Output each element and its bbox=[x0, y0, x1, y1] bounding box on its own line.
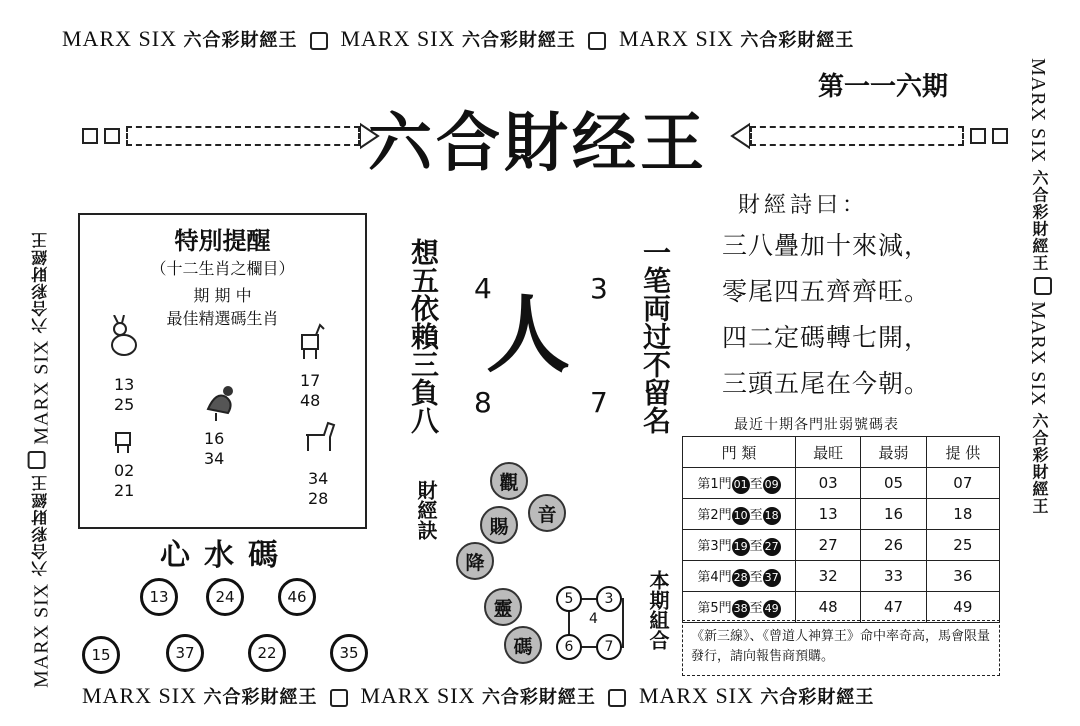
number: 02 bbox=[114, 461, 135, 480]
range-to: 27 bbox=[763, 538, 781, 556]
combo-label: 本期組合 bbox=[646, 570, 670, 650]
bottom-border bbox=[82, 683, 874, 709]
number: 34 bbox=[204, 449, 225, 468]
gate-cell bbox=[683, 592, 796, 623]
gate-label: 第3門 bbox=[697, 538, 732, 554]
to-word: 至 bbox=[749, 476, 763, 492]
goat-numbers bbox=[300, 371, 320, 411]
border-cn: 六合彩財經王 bbox=[461, 30, 576, 50]
border-brand: MARX SIX bbox=[618, 26, 734, 51]
to-word: 至 bbox=[749, 507, 763, 523]
border-cn: 六合彩財經王 bbox=[32, 474, 50, 577]
number: 21 bbox=[114, 481, 135, 500]
gate-label: 第1門 bbox=[697, 476, 732, 492]
number: 13 bbox=[114, 375, 135, 394]
heart-ball: 37 bbox=[166, 634, 204, 672]
table-header: 提 供 bbox=[926, 437, 999, 468]
to-word: 至 bbox=[749, 569, 763, 585]
range-to: 18 bbox=[763, 507, 781, 525]
digit: 3 bbox=[590, 272, 608, 305]
poem-line: 四二定碼轉七開， bbox=[722, 323, 931, 352]
digit: 4 bbox=[474, 272, 492, 305]
reminder-subtitle: （十二生肖之欄目） bbox=[150, 259, 295, 278]
dog-numbers bbox=[114, 461, 134, 501]
border-cn: 六合彩財經王 bbox=[760, 687, 875, 707]
rooster-numbers bbox=[204, 429, 224, 469]
border-brand: MARX SIX bbox=[340, 26, 456, 51]
max-cell: 13 bbox=[796, 499, 861, 530]
range-to: 49 bbox=[763, 600, 781, 618]
table-header: 門 類 bbox=[683, 437, 796, 468]
right-arrow-icon bbox=[730, 122, 1014, 150]
separator-icon bbox=[310, 32, 328, 50]
max-cell: 03 bbox=[796, 468, 861, 499]
number: 48 bbox=[300, 391, 321, 410]
center-character: 人 bbox=[486, 285, 571, 384]
border-brand: MARX SIX bbox=[1027, 301, 1049, 407]
offer-cell: 07 bbox=[926, 468, 999, 499]
poem-line: 三八疊加十來減， bbox=[722, 231, 931, 260]
bubble-char: 音 bbox=[528, 494, 566, 532]
offer-cell: 25 bbox=[926, 530, 999, 561]
table-header-row bbox=[683, 437, 1000, 468]
number: 25 bbox=[114, 395, 135, 414]
border-brand: MARX SIX bbox=[82, 683, 197, 708]
table-header: 最旺 bbox=[796, 437, 861, 468]
number: 16 bbox=[204, 429, 225, 448]
page-title: 六合財经王 bbox=[368, 107, 708, 181]
right-verse: 一笔両过不留名 bbox=[639, 238, 672, 434]
reminder-box bbox=[78, 213, 367, 529]
rabbit-numbers bbox=[114, 375, 134, 415]
min-cell: 26 bbox=[861, 530, 926, 561]
bubble-char: 碼 bbox=[504, 626, 542, 664]
border-brand: MARX SIX bbox=[1027, 58, 1049, 164]
range-from: 19 bbox=[732, 538, 750, 556]
separator-icon bbox=[588, 32, 606, 50]
min-cell: 33 bbox=[861, 561, 926, 592]
dog-icon bbox=[112, 425, 136, 453]
max-cell: 48 bbox=[796, 592, 861, 623]
to-word: 至 bbox=[749, 600, 763, 616]
separator-icon bbox=[1034, 277, 1052, 295]
left-arrow-icon bbox=[82, 122, 380, 150]
heart-ball: 15 bbox=[82, 636, 120, 674]
combo-number: 5 bbox=[556, 586, 582, 612]
left-border bbox=[22, 68, 54, 688]
gate-cell bbox=[683, 530, 796, 561]
bubble-char: 靈 bbox=[484, 588, 522, 626]
border-cn: 六合彩財經王 bbox=[1030, 412, 1047, 515]
table-row bbox=[683, 499, 1000, 530]
combo-center: 4 bbox=[589, 611, 598, 627]
heart-ball: 24 bbox=[206, 578, 244, 616]
poem-line: 零尾四五齊齊旺。 bbox=[722, 277, 931, 306]
range-from: 10 bbox=[732, 507, 750, 525]
heart-ball: 35 bbox=[330, 634, 368, 672]
stats-table bbox=[682, 436, 1000, 623]
offer-cell: 49 bbox=[926, 592, 999, 623]
gate-cell bbox=[683, 561, 796, 592]
to-word: 至 bbox=[749, 538, 763, 554]
range-to: 37 bbox=[763, 569, 781, 587]
combo-number: 6 bbox=[556, 634, 582, 660]
digit: 7 bbox=[590, 386, 608, 419]
border-cn: 六合彩財經王 bbox=[183, 30, 298, 50]
stats-caption: 最近十期各門壯弱號碼表 bbox=[734, 417, 899, 433]
border-cn: 六合彩財經王 bbox=[740, 30, 855, 50]
border-cn: 六合彩財經王 bbox=[1030, 169, 1047, 272]
gate-label: 第5門 bbox=[697, 600, 732, 616]
combo-number: 7 bbox=[596, 634, 622, 660]
border-brand: MARX SIX bbox=[360, 683, 476, 708]
border-brand: MARX SIX bbox=[62, 26, 177, 51]
heart-ball: 13 bbox=[140, 578, 178, 616]
heart-title: 心水碼 bbox=[160, 538, 292, 573]
left-verse: 想五依賴三負八 bbox=[407, 238, 440, 434]
bubble-char: 觀 bbox=[490, 462, 528, 500]
poem-heading: 財經詩曰： bbox=[738, 193, 869, 218]
poem-line: 三頭五尾在今朝。 bbox=[722, 369, 931, 398]
offer-cell: 36 bbox=[926, 561, 999, 592]
horse-numbers bbox=[308, 469, 328, 509]
table-header: 最弱 bbox=[861, 437, 926, 468]
reminder-line2: 最佳精選碼生肖 bbox=[166, 309, 279, 328]
table-row bbox=[683, 468, 1000, 499]
heart-ball: 46 bbox=[278, 578, 316, 616]
range-from: 38 bbox=[732, 600, 750, 618]
reminder-title: 特別提醒 bbox=[174, 226, 271, 255]
table-row bbox=[683, 561, 1000, 592]
gate-label: 第2門 bbox=[697, 507, 732, 523]
table-row bbox=[683, 592, 1000, 623]
number: 34 bbox=[308, 469, 329, 488]
range-to: 09 bbox=[763, 476, 781, 494]
border-brand: MARX SIX bbox=[30, 339, 53, 445]
footnote: 《新三線》、《曾道人神算王》命中率奇高，馬會限量發行，請向報售商預購。 bbox=[682, 620, 1000, 676]
formula-label: 財經訣 bbox=[414, 480, 438, 540]
gate-cell bbox=[683, 499, 796, 530]
horse-icon bbox=[302, 415, 336, 455]
max-cell: 32 bbox=[796, 561, 861, 592]
combo-number: 3 bbox=[596, 586, 622, 612]
rooster-icon bbox=[202, 381, 238, 421]
gate-cell bbox=[683, 468, 796, 499]
min-cell: 16 bbox=[861, 499, 926, 530]
issue-number: 第一一六期 bbox=[818, 72, 949, 102]
bubble-char: 賜 bbox=[480, 506, 518, 544]
digit: 8 bbox=[474, 386, 492, 419]
border-cn: 六合彩財經王 bbox=[32, 231, 50, 334]
number: 28 bbox=[308, 489, 329, 508]
goat-icon bbox=[296, 319, 326, 361]
number: 17 bbox=[300, 371, 321, 390]
heart-ball: 22 bbox=[248, 634, 286, 672]
border-cn: 六合彩財經王 bbox=[203, 687, 318, 707]
min-cell: 47 bbox=[861, 592, 926, 623]
reminder-line1: 期 期 中 bbox=[193, 286, 252, 305]
range-from: 01 bbox=[732, 476, 750, 494]
separator-icon bbox=[608, 689, 626, 707]
right-border bbox=[1026, 58, 1058, 678]
gate-label: 第4門 bbox=[697, 569, 732, 585]
bubble-char: 降 bbox=[456, 542, 494, 580]
border-brand: MARX SIX bbox=[638, 683, 754, 708]
separator-icon bbox=[330, 689, 348, 707]
top-border bbox=[62, 26, 854, 52]
min-cell: 05 bbox=[861, 468, 926, 499]
range-from: 28 bbox=[732, 569, 750, 587]
border-brand: MARX SIX bbox=[30, 582, 53, 688]
border-cn: 六合彩財經王 bbox=[481, 687, 596, 707]
table-row bbox=[683, 530, 1000, 561]
max-cell: 27 bbox=[796, 530, 861, 561]
offer-cell: 18 bbox=[926, 499, 999, 530]
rabbit-icon bbox=[106, 315, 140, 359]
separator-icon bbox=[28, 451, 46, 469]
